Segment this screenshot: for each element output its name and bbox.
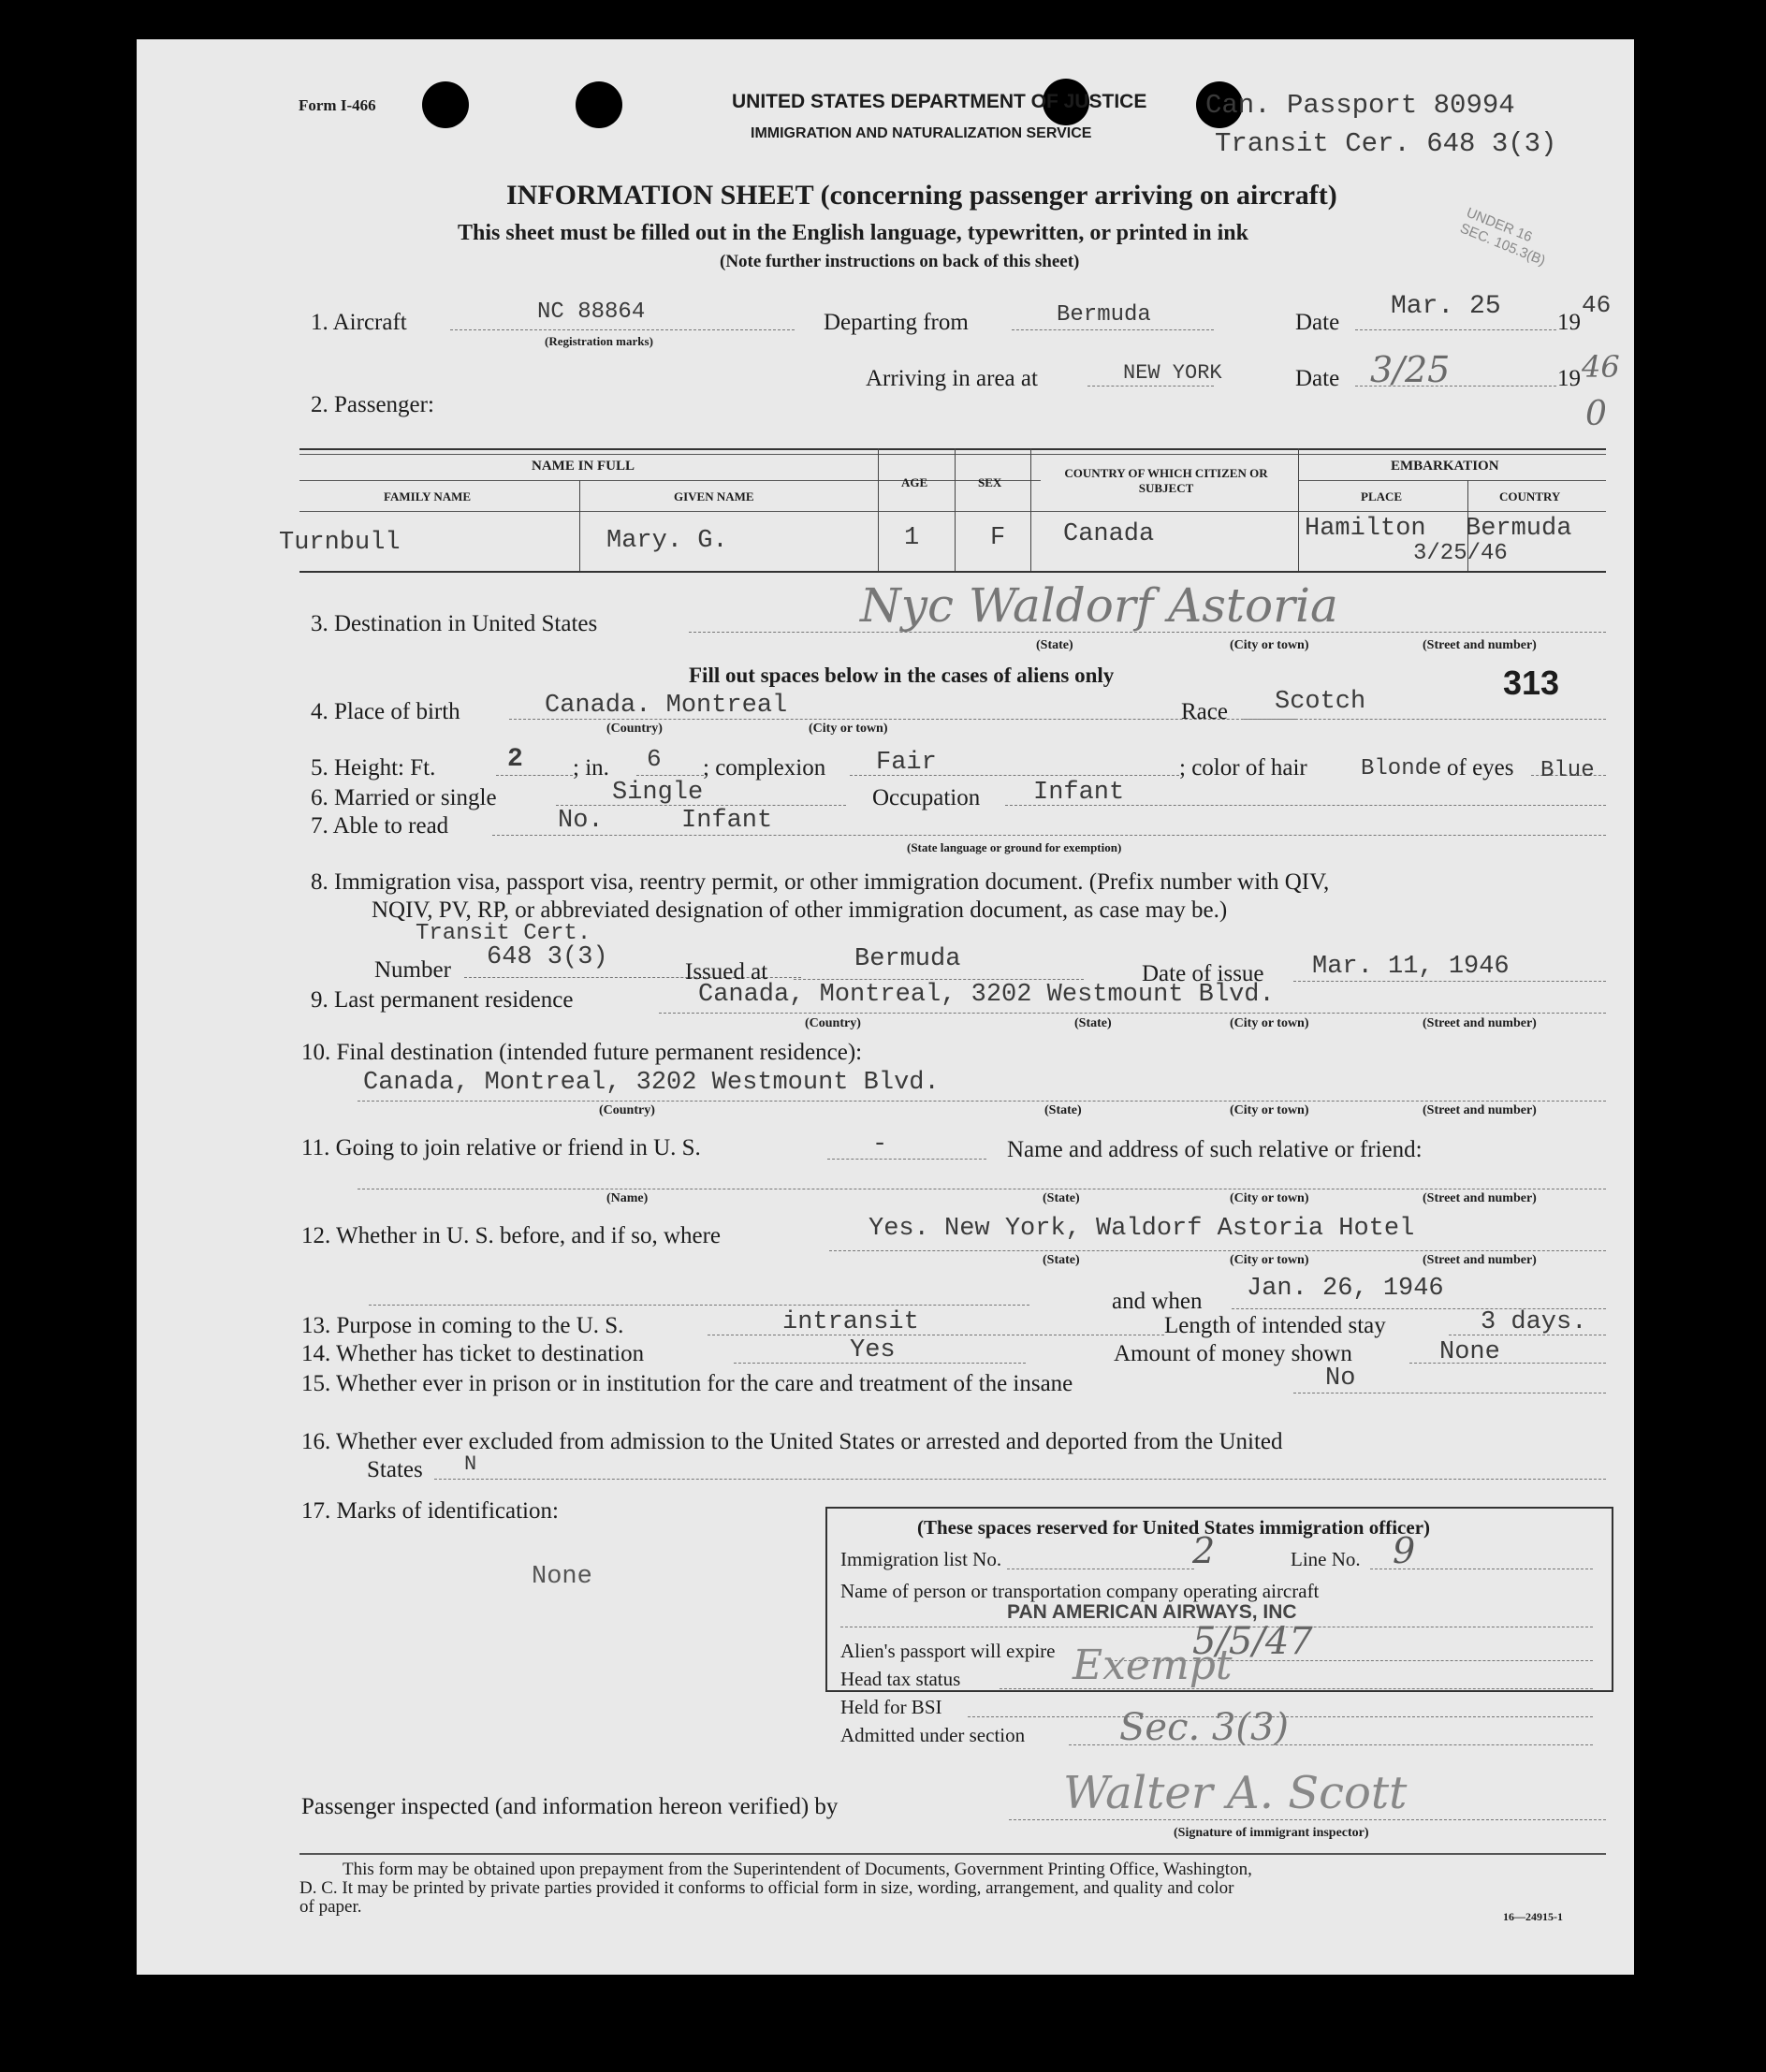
line-no-label: Line No. xyxy=(1291,1548,1361,1570)
depart-date-value: Mar. 25 xyxy=(1391,292,1501,321)
form-subtitle: This sheet must be filled out in the English language, typewritten, or printed in ink xyxy=(458,221,1248,245)
col-age: AGE xyxy=(901,475,928,489)
company-value: PAN AMERICAN AIRWAYS, INC xyxy=(1007,1601,1297,1623)
held-for-bsi-label: Held for BSI xyxy=(840,1696,942,1718)
admitted-section-value: Sec. 3(3) xyxy=(1119,1706,1290,1749)
q11-street-caption: (Street and number) xyxy=(1423,1191,1537,1205)
q11-label-2: Name and address of such relative or friend: xyxy=(1007,1137,1423,1162)
arriving-value: NEW YORK xyxy=(1123,361,1222,385)
citizen-value: Canada xyxy=(1063,520,1155,548)
when-label: and when xyxy=(1112,1289,1203,1314)
in-label: ; in. xyxy=(573,755,609,781)
stay-label: Length of intended stay xyxy=(1164,1313,1386,1338)
q4-value: Canada. Montreal xyxy=(545,692,788,720)
q12-label: 12. Whether in U. S. before, and if so, where xyxy=(301,1223,722,1248)
arrive-year-value: 46 xyxy=(1582,349,1620,385)
date-of-issue-label: Date of issue xyxy=(1142,961,1264,986)
q5-label: 5. Height: Ft. xyxy=(311,755,436,781)
registration-caption: (Registration marks) xyxy=(545,334,653,348)
col-country: COUNTRY xyxy=(1499,489,1561,503)
hand-mark: 0 xyxy=(1585,395,1607,433)
q16-value: N xyxy=(464,1452,477,1476)
aircraft-label: 1. Aircraft xyxy=(311,310,407,335)
immigration-list-label: Immigration list No. xyxy=(840,1548,1002,1570)
arrive-date-label: Date xyxy=(1295,366,1340,391)
q17-value: None xyxy=(532,1563,592,1591)
q3-value: Nyc Waldorf Astoria xyxy=(860,578,1338,633)
q11-city-caption: (City or town) xyxy=(1230,1191,1309,1205)
q16-line-1: 16. Whether ever excluded from admission to the United States or arrested and deported from the United xyxy=(301,1429,1283,1454)
col-family-name: FAMILY NAME xyxy=(384,489,472,503)
date-of-issue-value: Mar. 11, 1946 xyxy=(1312,953,1510,981)
stay-value: 3 days. xyxy=(1481,1308,1587,1336)
q9-street-caption: (Street and number) xyxy=(1423,1016,1537,1030)
q16-line-2: States xyxy=(367,1457,423,1482)
col-name-in-full: NAME IN FULL xyxy=(532,459,635,474)
arriving-label: Arriving in area at xyxy=(866,366,1038,391)
depart-date-label: Date xyxy=(1295,310,1340,335)
col-embarkation: EMBARKATION xyxy=(1391,459,1499,474)
q15-value: No xyxy=(1325,1364,1356,1393)
immigration-list-value: 2 xyxy=(1192,1530,1216,1571)
q15-label: 15. Whether ever in prison or in institution for the care and treatment of the insane xyxy=(301,1371,1073,1396)
q3-street-caption: (Street and number) xyxy=(1423,638,1537,652)
q14-label: 14. Whether has ticket to destination xyxy=(301,1341,645,1366)
emb-country-value: Bermuda xyxy=(1466,515,1572,543)
aliens-only-heading: Fill out spaces below in the cases of aliens only xyxy=(689,664,1115,687)
q3-label: 3. Destination in United States xyxy=(311,611,598,636)
occupation-value: Infant xyxy=(1033,779,1125,807)
issued-at-label: Issued at xyxy=(685,959,768,985)
q12-city-caption: (City or town) xyxy=(1230,1253,1309,1267)
q10-label: 10. Final destination (intended future permanent residence): xyxy=(301,1040,863,1065)
col-sex: SEX xyxy=(978,475,1002,489)
q10-value: Canada, Montreal, 3202 Westmount Blvd. xyxy=(363,1069,940,1097)
q10-city-caption: (City or town) xyxy=(1230,1103,1309,1117)
service-name: IMMIGRATION AND NATURALIZATION SERVICE xyxy=(751,125,1092,141)
age-value: 1 xyxy=(904,524,920,552)
q8-line-2: NQIV, PV, RP, or abbreviated designation of other immigration document, as case may be.) xyxy=(372,897,1228,923)
q12-street-caption: (Street and number) xyxy=(1423,1253,1537,1267)
q7-value: No. xyxy=(558,807,604,835)
code-313: 313 xyxy=(1503,664,1560,702)
inspection-label: Passenger inspected (and information hereon verified) by xyxy=(301,1794,839,1819)
occupation-label: Occupation xyxy=(872,785,981,810)
passport-expire-value: 5/5/47 xyxy=(1192,1620,1313,1663)
q6-label: 6. Married or single xyxy=(311,785,497,810)
q4-city-caption: (City or town) xyxy=(809,722,888,736)
line-no-value: 9 xyxy=(1393,1530,1416,1571)
q6-value: Single xyxy=(612,779,704,807)
height-in-value: 6 xyxy=(647,745,662,773)
hair-label: ; color of hair xyxy=(1179,755,1307,781)
q14-value: Yes xyxy=(850,1336,896,1364)
height-ft-value: 2 xyxy=(507,745,523,774)
q11-name-caption: (Name) xyxy=(606,1191,649,1205)
q12-state-caption: (State) xyxy=(1043,1253,1080,1267)
complexion-value: Fair xyxy=(876,749,937,777)
given-name-value: Mary. G. xyxy=(606,527,728,555)
sex-value: F xyxy=(990,524,1006,552)
q9-label: 9. Last permanent residence xyxy=(311,987,574,1013)
emb-date-value: 3/25/46 xyxy=(1413,541,1508,566)
number-label: Number xyxy=(374,957,451,983)
eyes-value: Blue xyxy=(1540,758,1595,783)
q3-state-caption: (State) xyxy=(1036,638,1073,652)
eyes-label: of eyes xyxy=(1447,755,1514,781)
q7-value-2: Infant xyxy=(681,807,773,835)
q13-label: 13. Purpose in coming to the U. S. xyxy=(301,1313,624,1338)
q9-value: Canada, Montreal, 3202 Westmount Blvd. xyxy=(698,981,1275,1009)
col-given-name: GIVEN NAME xyxy=(674,489,754,503)
emb-place-value: Hamilton xyxy=(1305,515,1426,543)
q10-country-caption: (Country) xyxy=(599,1103,655,1117)
q12-value: Yes. New York, Waldorf Astoria Hotel xyxy=(868,1215,1415,1243)
q10-street-caption: (Street and number) xyxy=(1423,1103,1537,1117)
q11-value: - xyxy=(872,1131,888,1159)
head-tax-label: Head tax status xyxy=(840,1668,961,1690)
money-label: Amount of money shown xyxy=(1114,1341,1352,1366)
q13-value: intransit xyxy=(782,1308,919,1336)
race-label: Race xyxy=(1181,699,1228,724)
q4-country-caption: (Country) xyxy=(606,722,663,736)
col-country-citizen: COUNTRY OF WHICH CITIZEN OR SUBJECT xyxy=(1064,466,1268,495)
footer-line-1: This form may be obtained upon prepayment from the Superintendent of Documents, Government Printing Office, Washington, xyxy=(343,1860,1252,1879)
form-sheet xyxy=(137,39,1634,1975)
form-number: Form I-466 xyxy=(299,96,376,114)
footer-code: 16—24915-1 xyxy=(1503,1910,1563,1923)
form-note: (Note further instructions on back of this sheet) xyxy=(720,252,1080,271)
doc-type-value: Transit Cert. xyxy=(416,921,591,946)
departing-value: Bermuda xyxy=(1057,302,1151,328)
complexion-label: ; complexion xyxy=(703,755,826,781)
signature-caption: (Signature of immigrant inspector) xyxy=(1174,1826,1369,1840)
q4-label: 4. Place of birth xyxy=(311,699,460,724)
q11-state-caption: (State) xyxy=(1043,1191,1080,1205)
q17-label: 17. Marks of identification: xyxy=(301,1498,559,1524)
passenger-label: 2. Passenger: xyxy=(311,392,434,417)
footer-line-2: D. C. It may be printed by private parties provided it conforms to official form in size, wording, arrangement, and quality and color xyxy=(299,1878,1234,1898)
admitted-section-label: Admitted under section xyxy=(840,1724,1026,1746)
company-label: Name of person or transportation company operating aircraft xyxy=(840,1580,1320,1602)
passport-expire-label: Alien's passport will expire xyxy=(840,1640,1056,1662)
race-value: Scotch xyxy=(1275,688,1366,716)
head-tax-value: Exempt xyxy=(1073,1642,1233,1689)
q11-label: 11. Going to join relative or friend in U. S. xyxy=(301,1135,701,1160)
typed-transit-note: Transit Cer. 648 3(3) xyxy=(1215,128,1557,159)
state-language-caption: (State language or ground for exemption) xyxy=(907,840,1122,854)
aircraft-value: NC 88864 xyxy=(537,299,646,325)
col-place: PLACE xyxy=(1361,489,1403,503)
issued-at-value: Bermuda xyxy=(854,945,961,973)
under-16-stamp: UNDER 16 SEC. 105.3(B) xyxy=(1457,204,1548,270)
q9-city-caption: (City or town) xyxy=(1230,1016,1309,1030)
arrive-date-value: 3/25 xyxy=(1370,349,1451,390)
departing-label: Departing from xyxy=(824,310,969,335)
officer-box-title: (These spaces reserved for United States immigration officer) xyxy=(917,1516,1431,1539)
q9-country-caption: (Country) xyxy=(805,1016,861,1030)
arrive-year-prefix: 19 xyxy=(1557,366,1581,391)
when-value: Jan. 26, 1946 xyxy=(1247,1275,1444,1303)
punch-hole-1 xyxy=(422,81,469,128)
depart-year-value: 46 xyxy=(1582,291,1612,319)
number-value: 648 3(3) xyxy=(487,943,608,971)
footer-line-3: of paper. xyxy=(299,1897,362,1917)
family-name-value: Turnbull xyxy=(279,529,401,557)
punch-hole-2 xyxy=(576,81,622,128)
form-title: INFORMATION SHEET (concerning passenger arriving on aircraft) xyxy=(506,180,1337,211)
q9-state-caption: (State) xyxy=(1074,1016,1112,1030)
q8-line-1: 8. Immigration visa, passport visa, reentry permit, or other immigration document. (Prefix number with QIV, xyxy=(311,869,1330,895)
q10-state-caption: (State) xyxy=(1044,1103,1082,1117)
inspector-signature: Walter A. Scott xyxy=(1063,1767,1408,1819)
q3-city-caption: (City or town) xyxy=(1230,638,1309,652)
hair-value: Blonde xyxy=(1361,756,1442,781)
typed-passport-note: Can. Passport 80994 xyxy=(1205,90,1515,121)
depart-year-prefix: 19 xyxy=(1557,310,1581,335)
money-value: None xyxy=(1439,1338,1500,1366)
q7-label: 7. Able to read xyxy=(311,813,449,839)
department-name: UNITED STATES DEPARTMENT OF JUSTICE xyxy=(732,91,1147,112)
